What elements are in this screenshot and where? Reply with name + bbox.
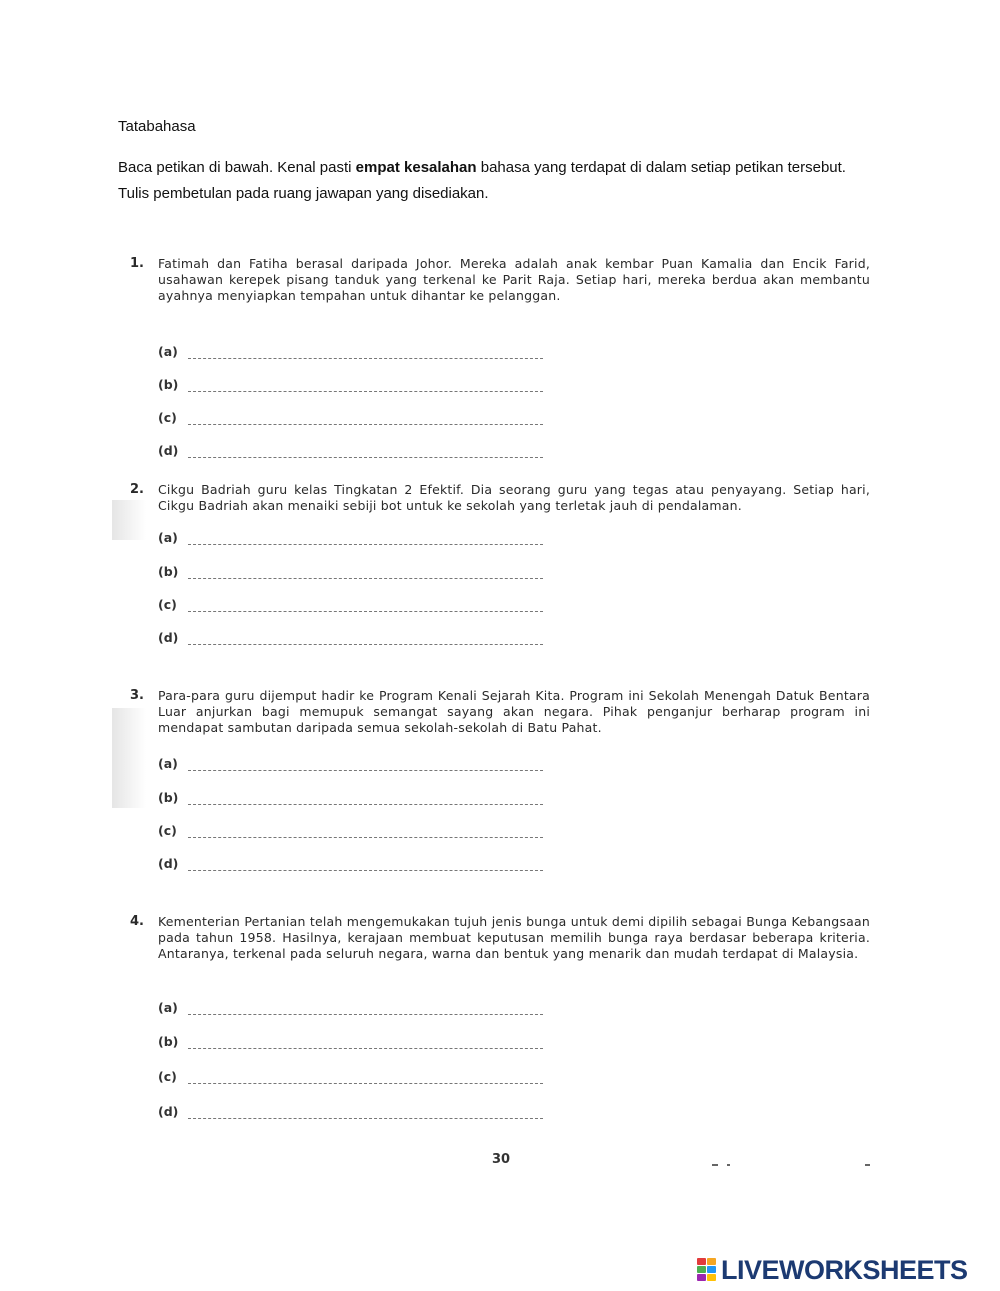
answer-input-2c[interactable] — [188, 611, 543, 612]
answer-input-2d[interactable] — [188, 644, 543, 645]
answer-input-2a[interactable] — [188, 544, 543, 545]
answer-input-1c[interactable] — [188, 424, 543, 425]
answer-input-3c[interactable] — [188, 837, 543, 838]
logo-block — [707, 1258, 716, 1265]
page-number: 30 — [492, 1152, 511, 1167]
answer-input-4d[interactable] — [188, 1118, 543, 1119]
scanned-page — [108, 238, 890, 1183]
question-number: 2. — [130, 482, 144, 497]
answer-row — [158, 530, 538, 550]
scan-shadow — [112, 708, 146, 808]
answer-row — [158, 597, 538, 617]
question-text: Kementerian Pertanian telah mengemukakan tujuh jenis bunga untuk demi dipilih sebagai Bunga Kebangsaan pada tahun 1958. Hasilnya, kerajaan membuat keputusan memilih bunga raya berdasar beberapa kriteria. Antaranya, terkenal pada seluruh negara, warna dan bentuk yang menarik dan mudah terdapat di Malaysia. — [158, 914, 870, 961]
answer-label: (c) — [158, 597, 177, 612]
instructions — [118, 155, 878, 207]
answer-label: (b) — [158, 790, 179, 805]
answer-label: (d) — [158, 1104, 179, 1119]
answer-row — [158, 856, 538, 876]
answer-input-1b[interactable] — [188, 391, 543, 392]
logo-text: LIVEWORKSHEETS — [721, 1255, 968, 1285]
answer-input-3a[interactable] — [188, 770, 543, 771]
question-number: 1. — [130, 256, 144, 271]
instructions-part2: bahasa yang terdapat di dalam setiap petikan tersebut. Tulis pembetulan pada ruang jawapan yang disediakan. — [118, 159, 846, 202]
answer-label: (d) — [158, 443, 179, 458]
logo-block — [697, 1258, 706, 1265]
scan-shadow — [112, 500, 146, 540]
answer-input-4a[interactable] — [188, 1014, 543, 1015]
logo-block — [697, 1266, 706, 1273]
liveworksheets-logo — [697, 1254, 993, 1286]
answer-row — [158, 564, 538, 584]
answer-input-4c[interactable] — [188, 1083, 543, 1084]
answer-label: (a) — [158, 530, 178, 545]
answer-row — [158, 1069, 538, 1089]
answer-input-1d[interactable] — [188, 457, 543, 458]
answer-row — [158, 410, 538, 430]
answer-label: (b) — [158, 377, 179, 392]
section-title: Tatabahasa — [118, 118, 196, 135]
logo-block — [697, 1274, 706, 1281]
instructions-part1: Baca petikan di bawah. Kenal pasti — [118, 159, 356, 176]
answer-label: (c) — [158, 1069, 177, 1084]
answer-row — [158, 756, 538, 776]
answer-label: (d) — [158, 856, 179, 871]
answer-label: (b) — [158, 1034, 179, 1049]
answer-input-1a[interactable] — [188, 358, 543, 359]
answer-row — [158, 1034, 538, 1054]
answer-row — [158, 344, 538, 364]
answer-row — [158, 790, 538, 810]
answer-row — [158, 443, 538, 463]
answer-label: (b) — [158, 564, 179, 579]
answer-label: (d) — [158, 630, 179, 645]
question-text: Fatimah dan Fatiha berasal daripada Johor. Mereka adalah anak kembar Puan Kamalia dan Encik Farid, usahawan kerepek pisang tanduk yang terkenal ke Parit Raja. Setiap hari, mereka berdua akan membantu ayahnya menyiapkan tempahan untuk dihantar ke pelanggan. — [158, 256, 870, 303]
scan-mark — [712, 1164, 718, 1166]
answer-label: (a) — [158, 756, 178, 771]
logo-block — [707, 1274, 716, 1281]
answer-row — [158, 1000, 538, 1020]
question-number: 3. — [130, 688, 144, 703]
answer-row — [158, 630, 538, 650]
answer-input-4b[interactable] — [188, 1048, 543, 1049]
logo-block — [707, 1266, 716, 1273]
answer-label: (a) — [158, 1000, 178, 1015]
answer-input-3d[interactable] — [188, 870, 543, 871]
answer-row — [158, 823, 538, 843]
question-number: 4. — [130, 914, 144, 929]
answer-row — [158, 1104, 538, 1124]
instructions-bold: empat kesalahan — [355, 159, 477, 176]
answer-input-2b[interactable] — [188, 578, 543, 579]
question-text: Para-para guru dijemput hadir ke Program Kenali Sejarah Kita. Program ini Sekolah Menengah Datuk Bentara Luar anjurkan bagi memupuk semangat sayang akan negara. Pihak penganjur berharap program ini mendapat sambutan daripada semua sekolah-sekolah di Batu Pahat. — [158, 688, 870, 735]
scan-mark — [865, 1164, 870, 1166]
logo-blocks-icon — [697, 1258, 717, 1282]
answer-label: (c) — [158, 823, 177, 838]
question-text: Cikgu Badriah guru kelas Tingkatan 2 Efektif. Dia seorang guru yang tegas atau penyayang. Setiap hari, Cikgu Badriah akan menaiki sebiji bot untuk ke sekolah yang terletak jauh di pendalaman. — [158, 482, 870, 513]
answer-label: (a) — [158, 344, 178, 359]
scan-mark — [727, 1164, 730, 1166]
answer-input-3b[interactable] — [188, 804, 543, 805]
answer-row — [158, 377, 538, 397]
answer-label: (c) — [158, 410, 177, 425]
